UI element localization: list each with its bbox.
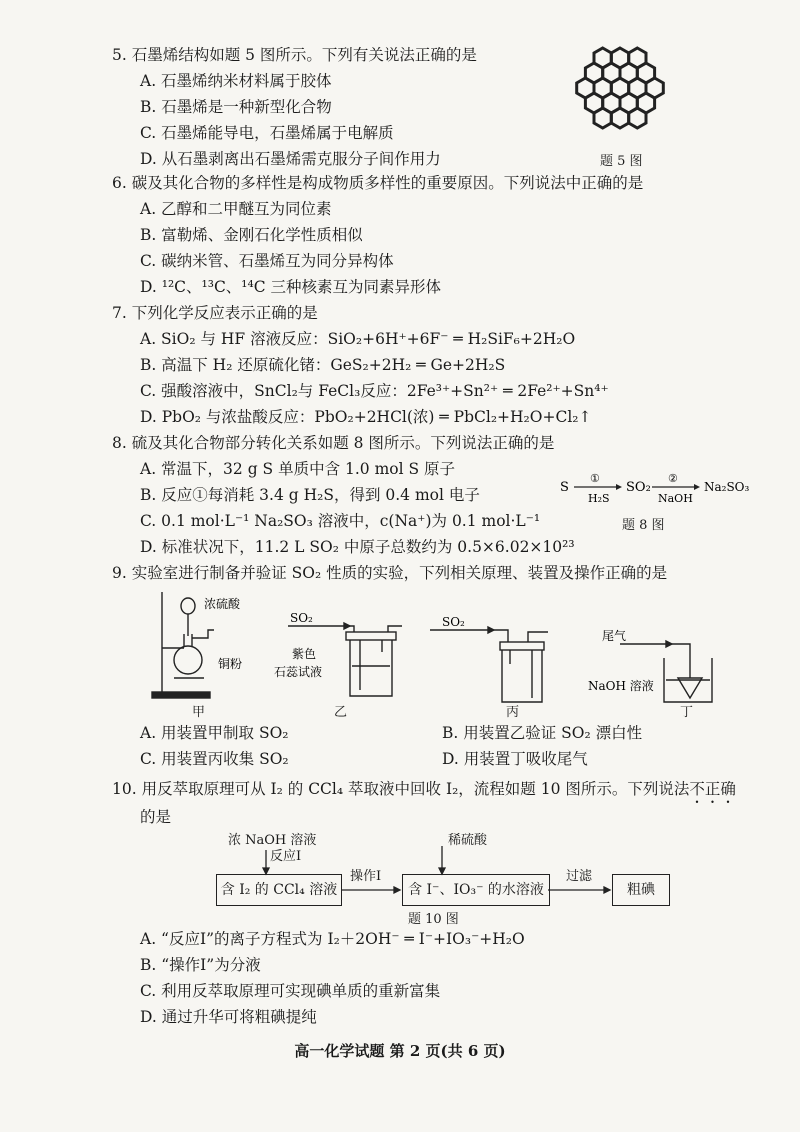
q9-option-b: B. 用装置乙验证 SO₂ 漂白性: [442, 724, 643, 742]
q7-option-d: D. PbO₂ 与浓盐酸反应：PbO₂+2HCl(浓) ═ PbCl₂+H₂O+Cl₂↑: [140, 408, 592, 426]
q6-option-a: A. 乙醇和二甲醚互为同位素: [140, 200, 332, 218]
apparatus-bing: [428, 612, 558, 708]
q7-option-c: C. 强酸溶液中，SnCl₂与 FeCl₃反应：2Fe³⁺+Sn²⁺ ═ 2Fe²⁺+Sn⁴⁺: [140, 382, 609, 400]
apparatus-yi: [272, 612, 412, 708]
graphene-hexagon: [594, 108, 611, 128]
q10-stem-emphasis: 不正确: [689, 780, 736, 798]
scheme-step2-top: ②: [668, 472, 678, 485]
flow-box1: 含 I₂ 的 CCl₄ 溶液: [216, 874, 342, 906]
yi-reagent2: 石蕊试液: [274, 665, 323, 679]
yi-gas: SO₂: [290, 612, 313, 625]
bing-gas: SO₂: [442, 615, 465, 629]
q10-option-a: A. “反应I”的离子方程式为 I₂＋2OH⁻ ═ I⁻+IO₃⁻+H₂O: [140, 930, 525, 948]
yi-label: 乙: [334, 705, 348, 720]
flow-op1: 操作I: [350, 869, 382, 884]
scheme-step1-top: ①: [590, 472, 600, 485]
q5-option-a: A. 石墨烯纳米材料属于胶体: [140, 72, 332, 90]
flow-box2: 含 I⁻、IO₃⁻ 的水溶液: [402, 874, 550, 906]
q8-option-a: A. 常温下，32 g S 单质中含 1.0 mol S 原子: [140, 460, 456, 478]
q8-option-c: C. 0.1 mol·L⁻¹ Na₂SO₃ 溶液中，c(Na⁺)为 0.1 mol·L⁻¹: [140, 512, 541, 530]
scheme-s: S: [560, 480, 569, 495]
q5-stem: 5. 石墨烯结构如题 5 图所示。下列有关说法正确的是: [112, 46, 477, 64]
flow-box3: 粗碘: [612, 874, 670, 906]
q5-figure-caption: 题 5 图: [600, 154, 643, 169]
q6-option-d: D. ¹²C、¹³C、¹⁴C 三种核素互为同素异形体: [140, 278, 442, 296]
jia-reagent-top: 浓硫酸: [204, 597, 241, 611]
apparatus-ding: [588, 618, 718, 708]
graphene-hexagon: [629, 108, 646, 128]
graphene-figure: [570, 44, 670, 144]
ding-gas: 尾气: [602, 629, 627, 643]
flow-reagent2: 稀硫酸: [448, 833, 488, 848]
q6-option-c: C. 碳纳米管、石墨烯互为同分异构体: [140, 252, 394, 270]
q7-option-b: B. 高温下 H₂ 还原硫化锗：GeS₂+2H₂ ═ Ge+2H₂S: [140, 356, 506, 374]
apparatus-jia: [148, 588, 258, 706]
q8-scheme: [560, 468, 760, 508]
q9-option-c: C. 用装置丙收集 SO₂: [140, 750, 289, 768]
bing-label: 丙: [506, 705, 520, 720]
scheme-step1-bottom: H₂S: [588, 492, 610, 505]
q7-option-a: A. SiO₂ 与 HF 溶液反应：SiO₂+6H⁺+6F⁻ ═ H₂SiF₆+2H₂O: [140, 330, 576, 348]
q9-option-a: A. 用装置甲制取 SO₂: [140, 724, 289, 742]
scheme-product: Na₂SO₃: [704, 480, 750, 494]
page-footer: 高一化学试题 第 2 页(共 6 页): [294, 1042, 506, 1060]
q9-option-d: D. 用装置丁吸收尾气: [442, 750, 588, 768]
q7-stem: 7. 下列化学反应表示正确的是: [112, 304, 318, 322]
q5-option-b: B. 石墨烯是一种新型化合物: [140, 98, 332, 116]
yi-reagent1: 紫色: [292, 647, 317, 661]
q5-option-c: C. 石墨烯能导电，石墨烯属于电解质: [140, 124, 394, 142]
q10-option-c: C. 利用反萃取原理可实现碘单质的重新富集: [140, 982, 441, 1000]
q6-option-b: B. 富勒烯、金刚石化学性质相似: [140, 226, 363, 244]
q9-stem: 9. 实验室进行制备并验证 SO₂ 性质的实验，下列相关原理、装置及操作正确的是: [112, 564, 668, 582]
q10-figure-caption: 题 10 图: [408, 912, 459, 927]
jia-label: 甲: [192, 705, 206, 720]
jia-reagent-flask: 铜粉: [218, 657, 243, 671]
flow-reagent1: 浓 NaOH 溶液: [228, 833, 317, 848]
scheme-step2-bottom: NaOH: [658, 492, 693, 505]
q5-option-d: D. 从石墨剥离出石墨烯需克服分子间作用力: [140, 150, 441, 168]
ding-reagent: NaOH 溶液: [588, 679, 654, 693]
q6-stem: 6. 碳及其化合物的多样性是构成物质多样性的重要原因。下列说法中正确的是: [112, 174, 644, 192]
q10-option-b: B. “操作I”为分液: [140, 956, 261, 974]
graphene-hexagon: [611, 108, 628, 128]
q8-stem: 8. 硫及其化合物部分转化关系如题 8 图所示。下列说法正确的是: [112, 434, 555, 452]
q8-figure-caption: 题 8 图: [622, 518, 665, 533]
scheme-so2: SO₂: [626, 480, 651, 495]
ding-label: 丁: [680, 705, 694, 720]
flow-op2: 过滤: [566, 869, 593, 884]
flow-reaction1: 反应I: [270, 849, 302, 864]
q8-option-b: B. 反应①每消耗 3.4 g H₂S，得到 0.4 mol 电子: [140, 486, 480, 504]
q10-option-d: D. 通过升华可将粗碘提纯: [140, 1008, 317, 1026]
q10-stem: [112, 778, 736, 807]
q10-stem-part2: 的是: [140, 808, 172, 826]
q10-stem-part1: 10. 用反萃取原理可从 I₂ 的 CCl₄ 萃取液中回收 I₂，流程如题 10 图所示。下列说法: [112, 780, 690, 798]
q8-option-d: D. 标准状况下，11.2 L SO₂ 中原子总数约为 0.5×6.02×10²³: [140, 538, 575, 556]
